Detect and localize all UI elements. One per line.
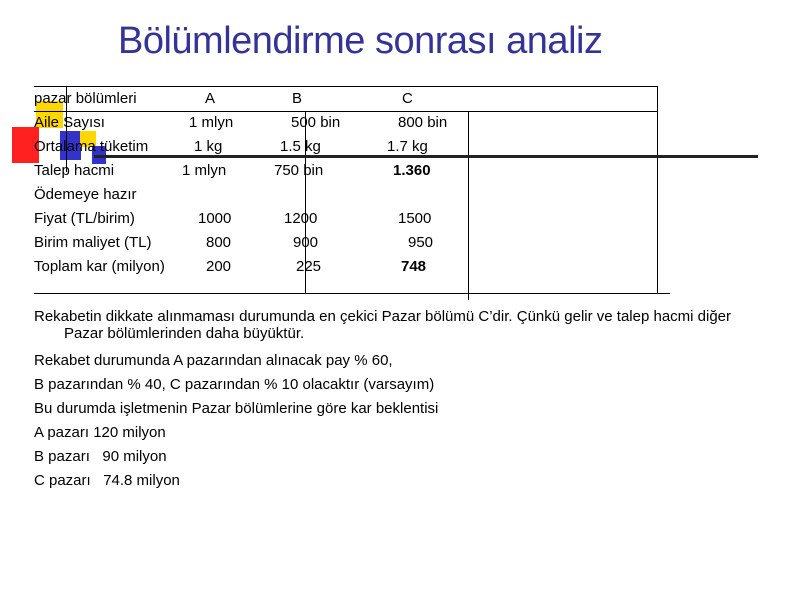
row-value-c: 1.7 kg: [387, 138, 428, 155]
column-divider-c: [468, 111, 469, 300]
paragraph-share-a: Rekabet durumunda A pazarından alınacak pay % 60,: [34, 352, 393, 369]
row-value-a: 1000: [198, 210, 232, 227]
row-value-b: 900: [293, 234, 319, 251]
paragraph-market-c: C pazarı 74.8 milyon: [34, 472, 180, 489]
row-value-b: 1200: [284, 210, 318, 227]
paragraph-expectation: Bu durumda işletmenin Pazar bölümlerine göre kar beklentisi: [34, 400, 439, 417]
table-right-border: [657, 86, 658, 294]
row-value-c: 950: [408, 234, 434, 251]
accent-rule: [94, 155, 758, 158]
row-value-a: 1 mlyn: [189, 114, 234, 131]
row-label: Talep hacmi: [34, 162, 115, 179]
row-label: Ortalama tüketim: [34, 138, 149, 155]
paragraph-market-b: B pazarı 90 milyon: [34, 448, 167, 465]
row-value-b: 500 bin: [291, 114, 341, 131]
header-col-b: B: [292, 90, 303, 107]
row-value-b: 1.5 kg: [280, 138, 321, 155]
paragraph-market-a: A pazarı 120 milyon: [34, 424, 166, 441]
row-value-a: 200: [206, 258, 232, 275]
row-label: Toplam kar (milyon): [34, 258, 165, 275]
table-top-border: [34, 86, 658, 87]
header-col-a: A: [205, 90, 216, 107]
row-label: Birim maliyet (TL): [34, 234, 152, 251]
row-value-c: 800 bin: [398, 114, 448, 131]
row-value-b: 750 bin: [274, 162, 324, 179]
row-value-c: 1500: [398, 210, 432, 227]
table-bottom-border: [34, 293, 670, 294]
row-value-a: 1 kg: [194, 138, 223, 155]
header-col-c: C: [402, 90, 413, 107]
row-value-b: 225: [296, 258, 322, 275]
page-title: Bölümlendirme sonrası analiz: [118, 20, 603, 62]
header-segments: pazar bölümleri: [34, 90, 137, 107]
row-label: Ödemeye hazır: [34, 186, 137, 203]
row-value-c: 748: [401, 258, 427, 275]
row-label: Aile Sayısı: [34, 114, 105, 131]
row-value-c: 1.360: [393, 162, 431, 179]
table-header-border: [34, 111, 658, 112]
row-value-a: 800: [206, 234, 232, 251]
paragraph-share-bc: B pazarından % 40, C pazarından % 10 olacaktır (varsayım): [34, 376, 435, 393]
row-value-a: 1 mlyn: [182, 162, 227, 179]
row-label: Fiyat (TL/birim): [34, 210, 135, 227]
paragraph-competition-note: Rekabetin dikkate alınmaması durumunda en çekici Pazar bölümü C’dir. Çünkü gelir ve talep hacmi diğer Pazar bölümlerinden daha büyüktür.: [34, 308, 732, 342]
